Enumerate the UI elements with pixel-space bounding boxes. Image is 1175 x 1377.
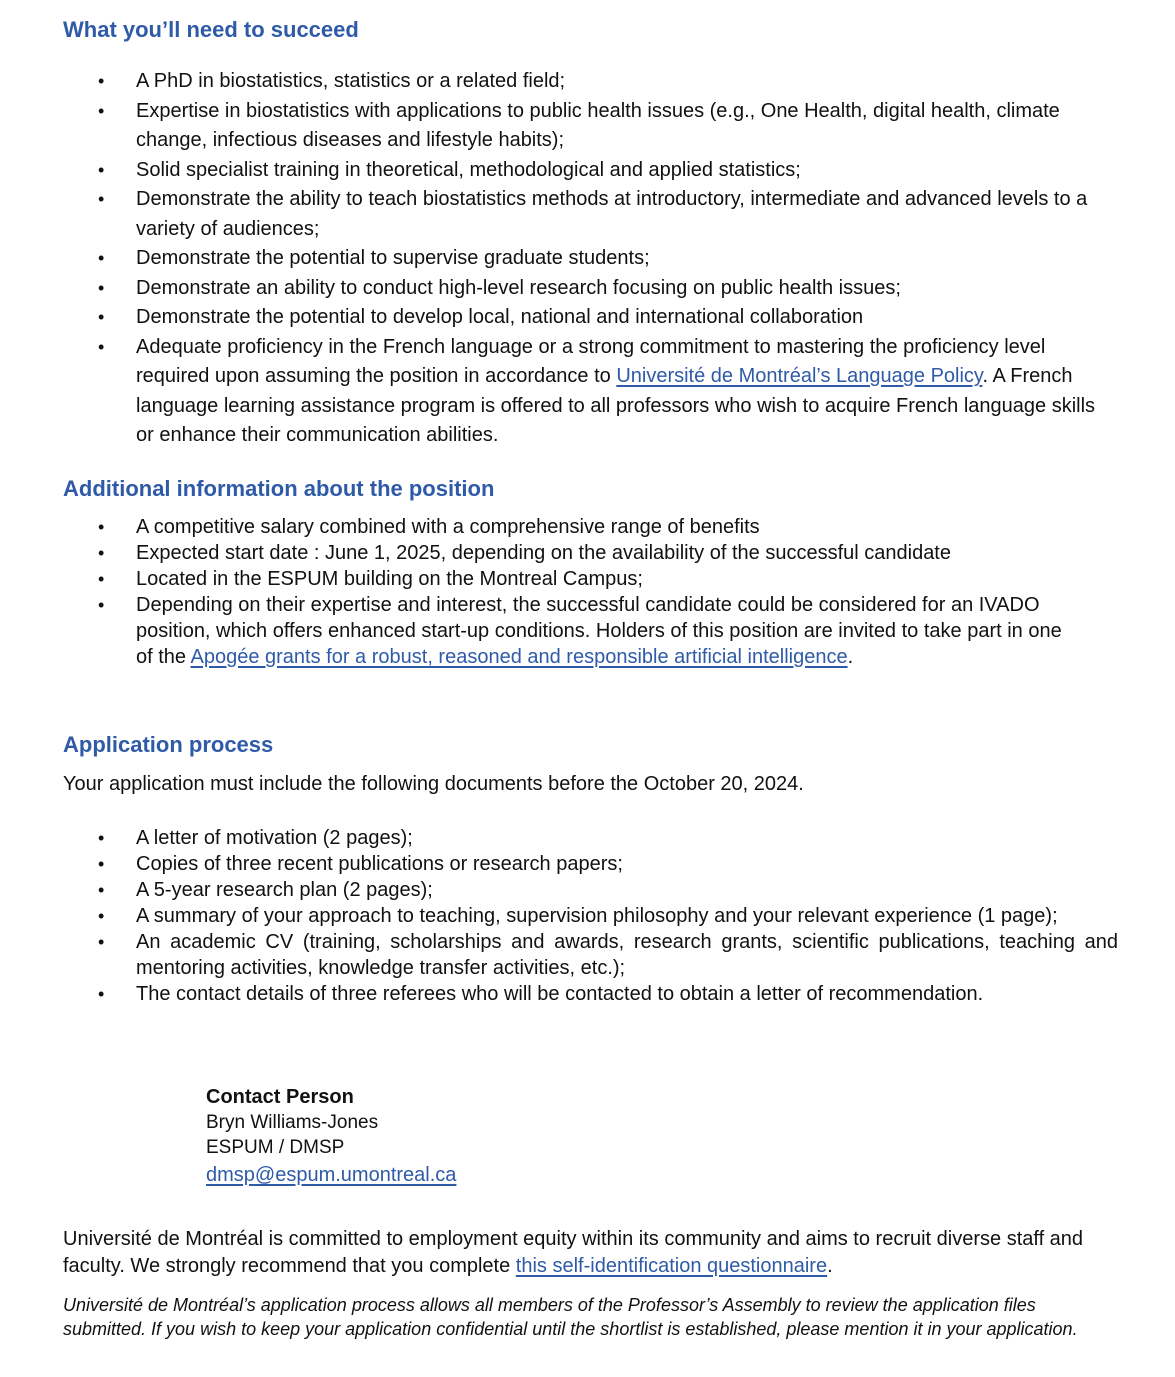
list-item: • Depending on their expertise and interest, the successful candidate could be considered for an IVADO position, which offers enhanced start-up conditions. Holders of this position are invited to take part in one of the Apogée grants for a robust, reasoned and responsible artificial intelligence. — [98, 594, 1062, 668]
list-item: • A PhD in biostatistics, statistics or a related field; — [63, 67, 1118, 97]
bullet-icon: • — [98, 100, 105, 121]
requirements-list — [63, 67, 1118, 451]
list-item: • A competitive salary combined with a comprehensive range of benefits — [98, 516, 760, 538]
heading-what-you-need: What you’ll need to succeed — [63, 17, 359, 42]
contact-name: Bryn Williams-Jones — [206, 1112, 379, 1133]
bullet-icon: • — [98, 71, 105, 91]
list-item: • A 5-year research plan (2 pages); — [98, 879, 433, 901]
list-item: • Demonstrate an ability to conduct high-level research focusing on public health issues; — [63, 274, 1118, 304]
list-item: • Demonstrate the potential to develop local, national and international collaboration — [63, 303, 1118, 333]
list-item: • Expected start date : June 1, 2025, depending on the availability of the successful candidate — [98, 542, 951, 564]
contact-title: Contact Person — [206, 1086, 354, 1108]
bullet-icon: • — [98, 906, 105, 926]
list-item: • The contact details of three referees who will be contacted to obtain a letter of recommendation. — [98, 983, 984, 1005]
list-item: • Demonstrate the ability to teach biostatistics methods at introductory, intermediate and advanced levels to a variety of audiences; — [63, 185, 1118, 244]
list-item: • Copies of three recent publications or research papers; — [98, 853, 623, 875]
bullet-icon: • — [98, 307, 105, 327]
list-item: • A summary of your approach to teaching, supervision philosophy and your relevant experience (1 page); — [98, 905, 1058, 927]
heading-application-process: Application process — [63, 732, 274, 757]
bullet-icon: • — [98, 277, 105, 298]
contact-department: ESPUM / DMSP — [206, 1137, 345, 1158]
list-item: • Adequate proficiency in the French language or a strong commitment to mastering the proficiency level required upon assuming the position in accordance to Université de Montréal’s Language Policy. A French language learning assistance program is offered to all professors who wish to acquire French language skills or enhance their communication abilities. — [63, 333, 1118, 451]
bullet-icon: • — [98, 854, 105, 874]
language-policy-link[interactable]: Université de Montréal’s Language Policy — [616, 365, 983, 387]
self-identification-link[interactable]: this self-identification questionnaire — [515, 1255, 828, 1277]
application-intro: Your application must include the following documents before the October 20, 2024. — [63, 773, 804, 795]
list-item: • Demonstrate the potential to supervise graduate students; — [63, 244, 1118, 274]
contact-block — [206, 1085, 456, 1188]
bullet-icon: • — [98, 248, 105, 268]
bullet-icon: • — [98, 189, 105, 209]
bullet-icon: • — [98, 543, 105, 563]
heading-additional-information: Additional information about the position — [63, 476, 495, 501]
equity-statement: Université de Montréal is committed to employment equity within its community and aims to recruit diverse staff and faculty. We strongly recommend that you complete this self-identification questionnaire. — [63, 1228, 1084, 1277]
bullet-icon: • — [98, 880, 105, 900]
list-item: • Solid specialist training in theoretical, methodological and applied statistics; — [63, 156, 1118, 186]
bullet-icon: • — [98, 569, 105, 589]
list-item: • A letter of motivation (2 pages); — [98, 827, 413, 849]
bullet-icon: • — [98, 517, 105, 537]
bullet-icon: • — [98, 595, 105, 615]
confidentiality-note: Université de Montréal’s application process allows all members of the Professor’s Assembly to review the application files submitted. If you wish to keep your application confidential until the shortlist is established, please mention it in your application. — [63, 1295, 1078, 1339]
additional-info-list — [63, 514, 1118, 670]
bullet-icon: • — [98, 932, 105, 952]
bullet-icon: • — [98, 984, 105, 1004]
application-documents-list — [63, 825, 1118, 1007]
list-item: • Expertise in biostatistics with applications to public health issues (e.g., One Health, digital health, climate change, infectious diseases and lifestyle habits); — [63, 97, 1118, 156]
list-item: • Located in the ESPUM building on the Montreal Campus; — [98, 568, 643, 590]
bullet-icon: • — [98, 828, 105, 848]
list-item: • An academic CV (training, scholarships and awards, research grants, scientific publications, teaching and mentoring activities, knowledge transfer activities, etc.); — [98, 931, 1118, 979]
bullet-icon: • — [98, 336, 105, 357]
apogee-grants-link[interactable]: Apogée grants for a robust, reasoned and responsible artificial intelligence — [190, 646, 848, 668]
contact-email-link[interactable]: dmsp@espum.umontreal.ca — [206, 1164, 457, 1186]
bullet-icon: • — [98, 159, 105, 180]
